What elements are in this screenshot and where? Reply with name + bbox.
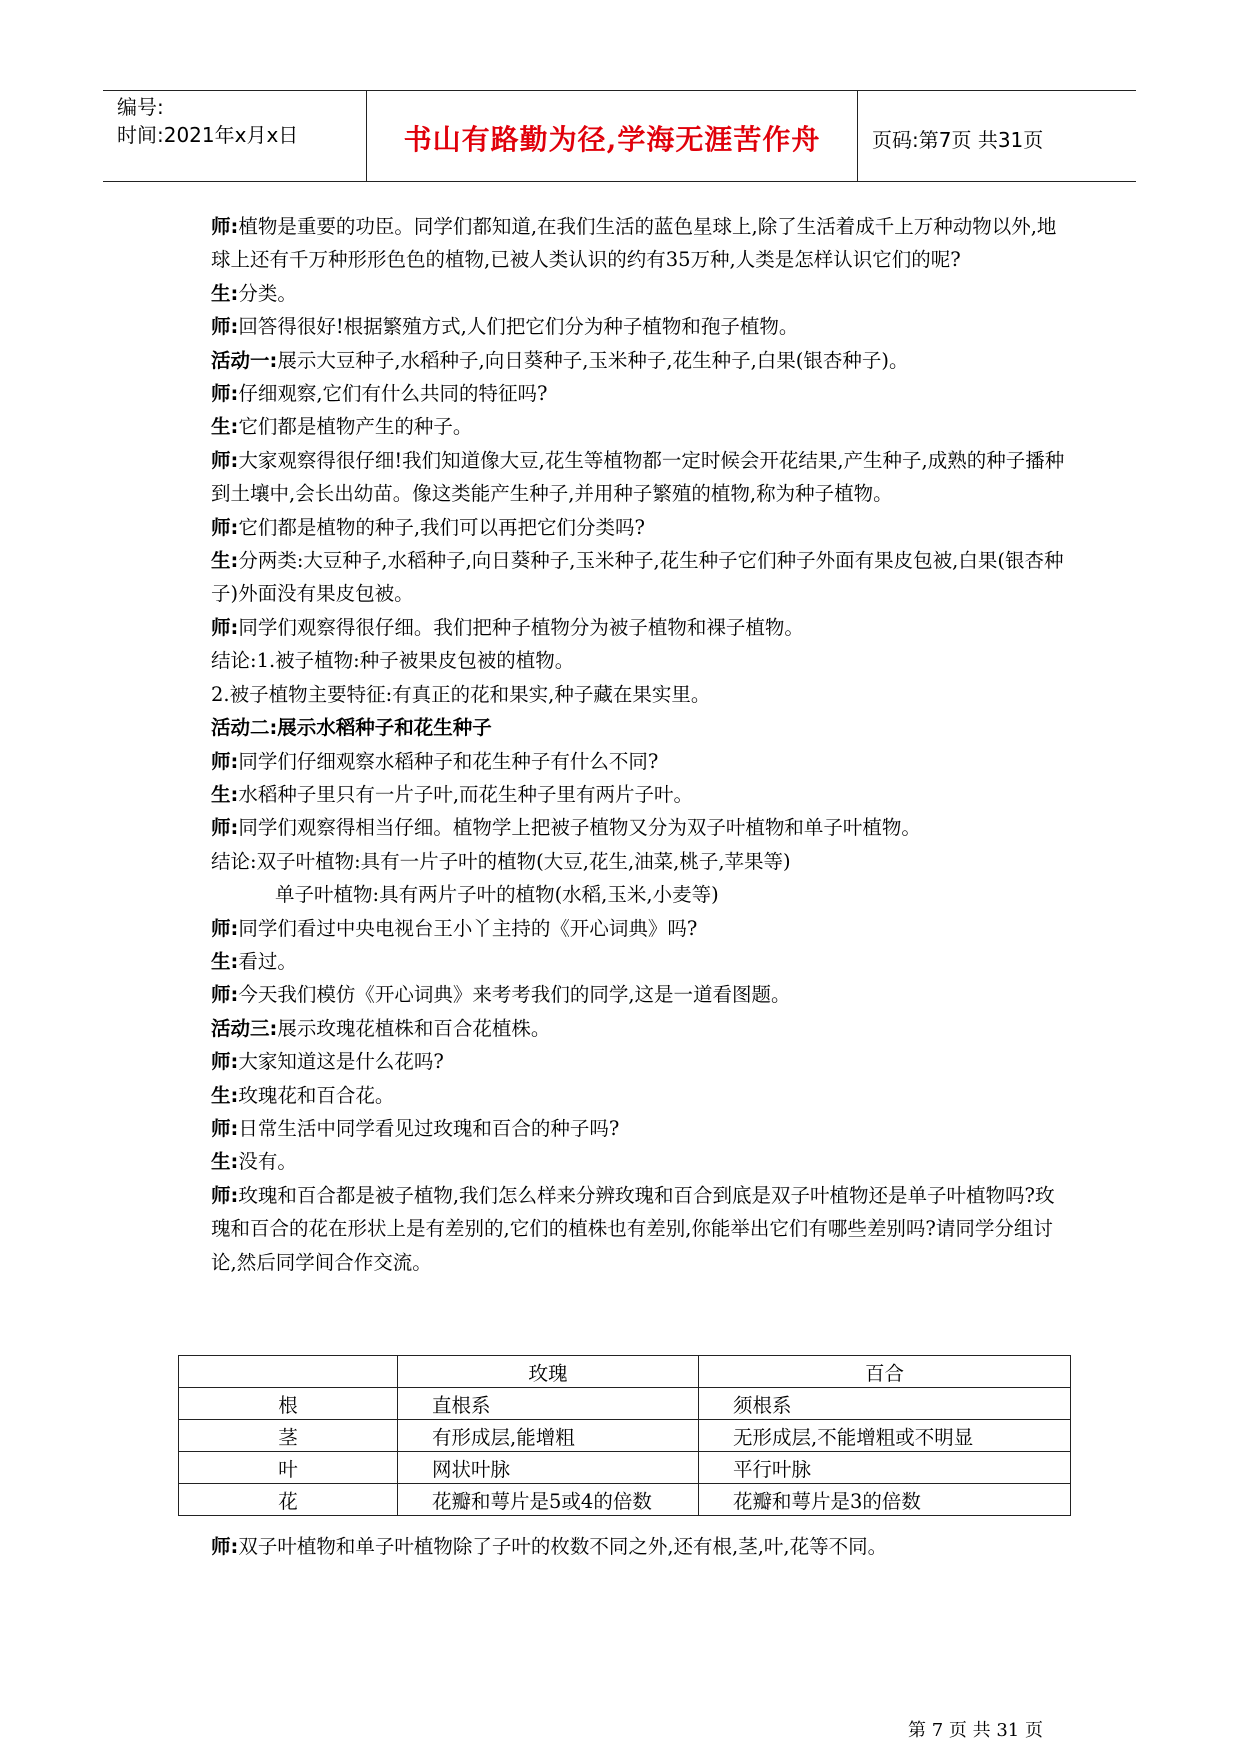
closing-paragraph xyxy=(211,1530,887,1563)
paragraph-text: 玫瑰和百合都是被子植物,我们怎么样来分辨玫瑰和百合到底是双子叶植物还是单子叶植物吗?玫瑰和百合的花在形状上是有差别的,它们的植株也有差别,你能举出它们有哪些差别吗?请同学分组讨论,然后同学间合作交流。 xyxy=(211,1183,1055,1274)
table-cell: 无形成层,不能增粗或不明显 xyxy=(699,1420,1071,1452)
paragraph-text: 单子叶植物:具有两片子叶的植物(水稻,玉米,小麦等) xyxy=(275,883,719,907)
table-header-cell: 百合 xyxy=(699,1356,1071,1388)
table-row xyxy=(179,1452,1071,1484)
table-row xyxy=(179,1484,1071,1516)
paragraph xyxy=(211,444,1073,511)
speaker-label: 师: xyxy=(211,1050,239,1074)
paragraph xyxy=(211,1179,1073,1279)
paragraph xyxy=(211,912,1073,945)
table-cell: 直根系 xyxy=(398,1388,699,1420)
paragraph xyxy=(211,377,1073,410)
table-cell: 花 xyxy=(179,1484,398,1516)
speaker-label: 活动一: xyxy=(211,348,278,372)
speaker-label: 生: xyxy=(211,782,239,806)
page-label: 页码:第7页 共31页 xyxy=(872,127,1044,152)
speaker-label: 生: xyxy=(211,1083,239,1107)
speaker-label: 生: xyxy=(211,415,239,439)
paragraph xyxy=(211,544,1073,611)
table-cell: 叶 xyxy=(179,1452,398,1484)
speaker-label: 师: xyxy=(211,1535,239,1558)
speaker-label: 师: xyxy=(211,515,239,539)
paragraph-text: 分类。 xyxy=(238,281,297,305)
paragraph-text: 回答得很好!根据繁殖方式,人们把它们分为种子植物和孢子植物。 xyxy=(238,315,799,339)
paragraph xyxy=(211,310,1073,343)
speaker-label: 师: xyxy=(211,382,239,406)
paragraph-text: 同学们观察得相当仔细。植物学上把被子植物又分为双子叶植物和单子叶植物。 xyxy=(238,816,921,840)
paragraph xyxy=(211,611,1073,644)
paragraph-text: 它们都是植物产生的种子。 xyxy=(238,415,473,439)
header-motto xyxy=(367,91,858,181)
table-cell: 有形成层,能增粗 xyxy=(398,1420,699,1452)
paragraph xyxy=(211,978,1073,1011)
table-cell: 花瓣和萼片是5或4的倍数 xyxy=(398,1484,699,1516)
speaker-label: 生: xyxy=(211,1150,239,1174)
paragraph xyxy=(211,945,1073,978)
speaker-label: 师: xyxy=(211,983,239,1007)
speaker-label: 活动三: xyxy=(211,1016,278,1040)
page-footer: 第 7 页 共 31 页 xyxy=(908,1720,1043,1741)
paragraph-text: 看过。 xyxy=(238,949,297,973)
paragraph-text: 水稻种子里只有一片子叶,而花生种子里有两片子叶。 xyxy=(238,782,694,806)
paragraph-text: 活动二:展示水稻种子和花生种子 xyxy=(211,716,492,740)
table-header-row xyxy=(179,1356,1071,1388)
table-cell: 花瓣和萼片是3的倍数 xyxy=(699,1484,1071,1516)
paragraph-text: 同学们看过中央电视台王小丫主持的《开心词典》吗? xyxy=(238,916,698,940)
speaker-label: 师: xyxy=(211,315,239,339)
table-cell: 平行叶脉 xyxy=(699,1452,1071,1484)
table-cell: 网状叶脉 xyxy=(398,1452,699,1484)
paragraph-text: 展示玫瑰花植株和百合花植株。 xyxy=(277,1016,551,1040)
paragraph xyxy=(211,711,1073,744)
motto-text: 书山有路勤为径,学海无涯苦作舟 xyxy=(403,123,821,156)
table-header-cell: 玫瑰 xyxy=(398,1356,699,1388)
paragraph xyxy=(211,878,1073,911)
paragraph-text: 大家知道这是什么花吗? xyxy=(238,1050,444,1074)
table-header-cell xyxy=(179,1356,398,1388)
paragraph-text: 大家观察得很仔细!我们知道像大豆,花生等植物都一定时候会开花结果,产生种子,成熟的种子播种到土壤中,会长出幼苗。像这类能产生种子,并用种子繁殖的植物,称为种子植物。 xyxy=(211,448,1065,506)
paragraph-text: 同学们仔细观察水稻种子和花生种子有什么不同? xyxy=(238,749,659,773)
paragraph xyxy=(211,845,1073,878)
paragraph xyxy=(211,511,1073,544)
paragraph-text: 今天我们模仿《开心词典》来考考我们的同学,这是一道看图题。 xyxy=(238,983,791,1007)
paragraph xyxy=(211,644,1073,677)
paragraph xyxy=(211,811,1073,844)
number-label: 编号: xyxy=(117,95,164,119)
speaker-label: 师: xyxy=(211,615,239,639)
page-header xyxy=(103,90,1136,182)
table-row xyxy=(179,1388,1071,1420)
paragraph-text: 结论:1.被子植物:种子被果皮包被的植物。 xyxy=(211,649,575,673)
paragraph-text: 同学们观察得很仔细。我们把种子植物分为被子植物和裸子植物。 xyxy=(238,615,804,639)
paragraph-text: 展示大豆种子,水稻种子,向日葵种子,玉米种子,花生种子,白果(银杏种子)。 xyxy=(277,348,909,372)
paragraph-text: 日常生活中同学看见过玫瑰和百合的种子吗? xyxy=(238,1116,620,1140)
paragraph xyxy=(211,678,1073,711)
speaker-label: 师: xyxy=(211,749,239,773)
comparison-table xyxy=(178,1355,1071,1516)
speaker-label: 师: xyxy=(211,215,239,238)
speaker-label: 生: xyxy=(211,549,239,573)
speaker-label: 师: xyxy=(211,1116,239,1140)
table-cell: 须根系 xyxy=(699,1388,1071,1420)
header-meta xyxy=(103,91,367,181)
paragraph-text: 它们都是植物的种子,我们可以再把它们分类吗? xyxy=(238,515,645,539)
table-cell: 根 xyxy=(179,1388,398,1420)
paragraph xyxy=(211,210,1073,277)
table-row xyxy=(179,1420,1071,1452)
speaker-label: 师: xyxy=(211,816,239,840)
paragraph-text: 2.被子植物主要特征:有真正的花和果实,种子藏在果实里。 xyxy=(211,682,711,706)
paragraph-text: 分两类:大豆种子,水稻种子,向日葵种子,玉米种子,花生种子它们种子外面有果皮包被,白果(银杏种子)外面没有果皮包被。 xyxy=(211,549,1064,606)
paragraph-text: 结论:双子叶植物:具有一片子叶的植物(大豆,花生,油菜,桃子,苹果等) xyxy=(211,849,791,873)
header-page xyxy=(858,91,1136,181)
paragraph-text: 双子叶植物和单子叶植物除了子叶的枚数不同之外,还有根,茎,叶,花等不同。 xyxy=(238,1535,888,1558)
paragraph xyxy=(211,1145,1073,1178)
speaker-label: 生: xyxy=(211,281,239,305)
paragraph xyxy=(211,410,1073,443)
paragraph xyxy=(211,1012,1073,1045)
paragraph xyxy=(211,778,1073,811)
paragraph xyxy=(211,1112,1073,1145)
paragraph xyxy=(211,344,1073,377)
paragraph-text: 仔细观察,它们有什么共同的特征吗? xyxy=(238,382,548,406)
paragraph xyxy=(211,1079,1073,1112)
paragraph-text: 没有。 xyxy=(238,1150,297,1174)
document-body xyxy=(211,210,1073,1279)
paragraph-text: 玫瑰花和百合花。 xyxy=(238,1083,395,1107)
speaker-label: 师: xyxy=(211,448,239,472)
paragraph xyxy=(211,1045,1073,1078)
speaker-label: 师: xyxy=(211,1183,239,1207)
table-cell: 茎 xyxy=(179,1420,398,1452)
paragraph-text: 植物是重要的功臣。同学们都知道,在我们生活的蓝色星球上,除了生活着成千上万种动物以外,地球上还有千万种形形色色的植物,已被人类认识的约有35万种,人类是怎样认识它们的呢? xyxy=(211,215,1057,272)
speaker-label: 生: xyxy=(211,949,239,973)
speaker-label: 师: xyxy=(211,916,239,940)
paragraph xyxy=(211,277,1073,310)
time-label: 时间:2021年x月x日 xyxy=(117,123,299,147)
paragraph xyxy=(211,745,1073,778)
